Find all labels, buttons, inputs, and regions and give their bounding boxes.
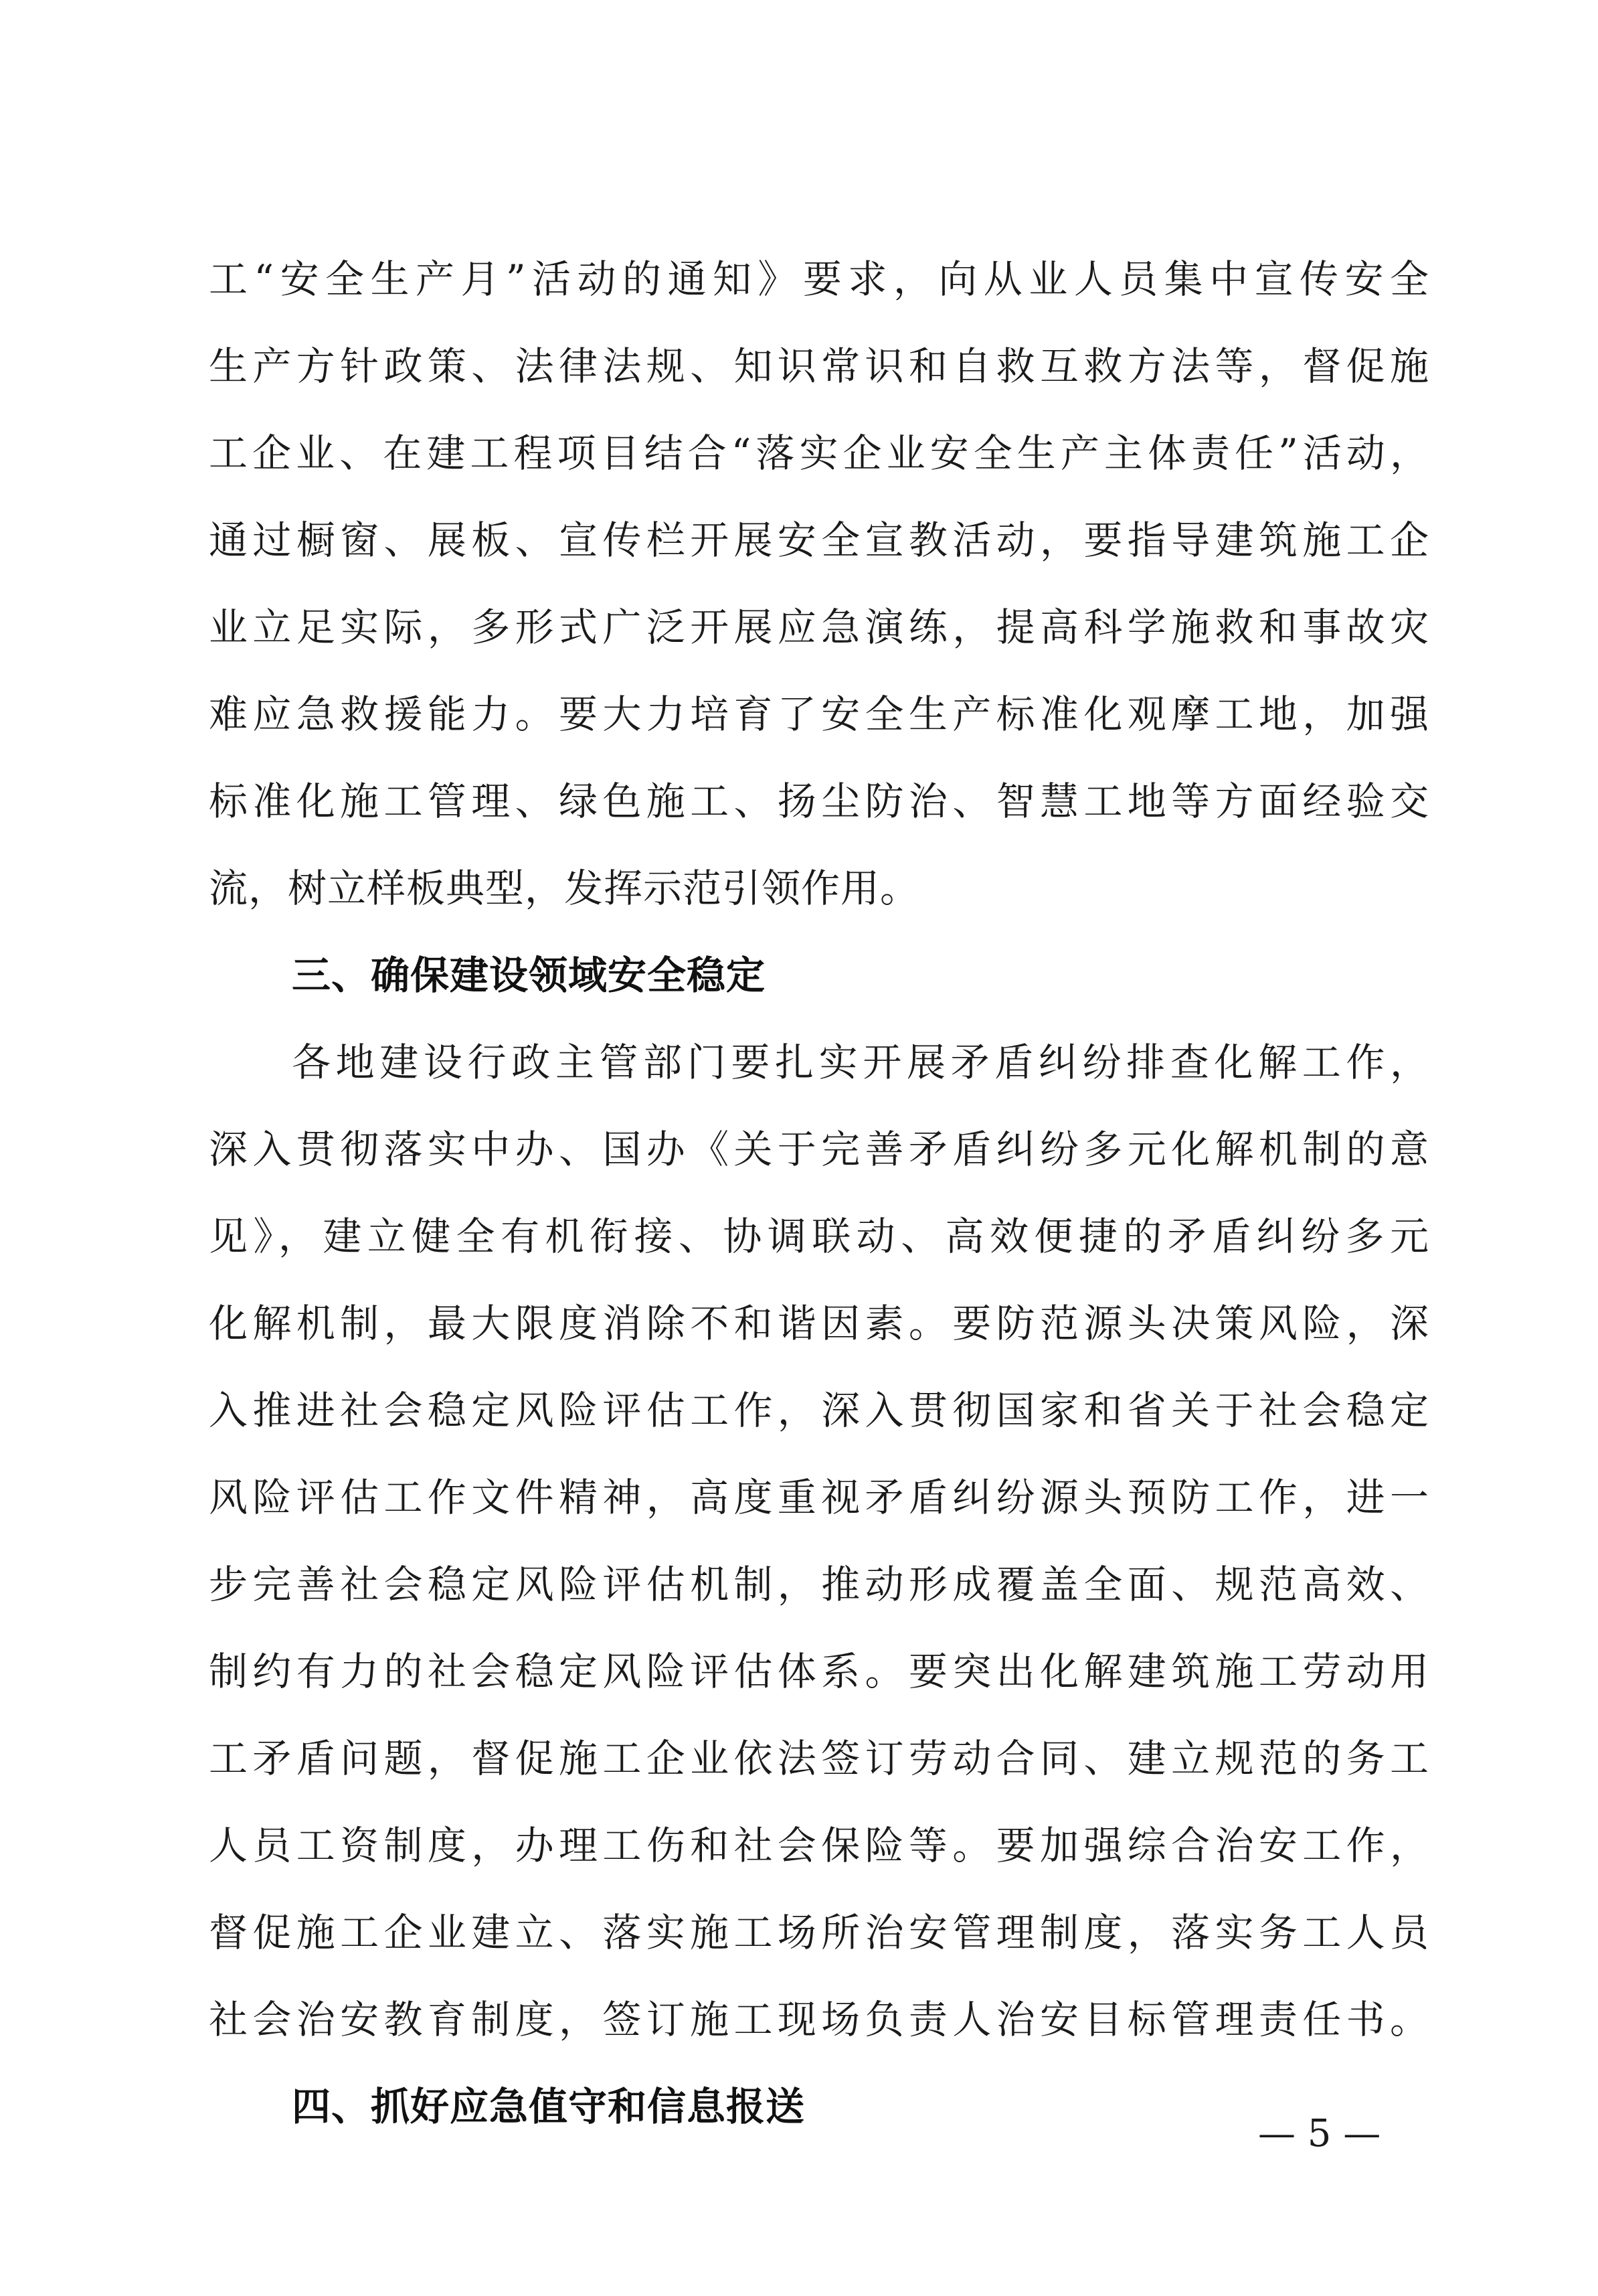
document-body: [209, 236, 1429, 2150]
section-heading-3: 三、确保建设领域安全稳定: [292, 953, 766, 998]
text-line: 业立足实际，多形式广泛开展应急演练，提高科学施救和事故灾: [209, 604, 1429, 650]
section-heading-4: 四、抓好应急值守和信息报送: [292, 2084, 806, 2129]
text-line: 社会治安教育制度，签订施工现场负责人治安目标管理责任书。: [209, 1997, 1429, 2042]
text-line: 督促施工企业建立、落实施工场所治安管理制度，落实务工人员: [209, 1910, 1429, 1955]
text-line: 工企业、在建工程项目结合“落实企业安全生产主体责任”活动，: [209, 430, 1429, 476]
text-line: 制约有力的社会稳定风险评估体系。要突出化解建筑施工劳动用: [209, 1649, 1429, 1694]
text-line: 工“安全生产月”活动的通知》要求，向从业人员集中宣传安全: [209, 256, 1429, 302]
text-line: 通过橱窗、展板、宣传栏开展安全宣教活动，要指导建筑施工企: [209, 517, 1429, 563]
text-line: 人员工资制度，办理工伤和社会保险等。要加强综合治安工作，: [209, 1823, 1429, 1868]
text-line: 流，树立样板典型，发挥示范引领作用。: [209, 866, 920, 911]
text-line: 风险评估工作文件精神，高度重视矛盾纠纷源头预防工作，进一: [209, 1475, 1429, 1520]
text-line: 步完善社会稳定风险评估机制，推动形成覆盖全面、规范高效、: [209, 1562, 1429, 1607]
paragraph-stability: [209, 1019, 1429, 2063]
text-line: 入推进社会稳定风险评估工作，深入贯彻国家和省关于社会稳定: [209, 1388, 1429, 1433]
text-line: 化解机制，最大限度消除不和谐因素。要防范源头决策风险，深: [209, 1301, 1429, 1346]
paragraph-safety-month: [209, 236, 1429, 932]
text-line: 见》，建立健全有机衔接、协调联动、高效便捷的矛盾纠纷多元: [209, 1214, 1429, 1259]
text-line: 工矛盾问题，督促施工企业依法签订劳动合同、建立规范的务工: [209, 1736, 1429, 1781]
text-line: 深入贯彻落实中办、国办《关于完善矛盾纠纷多元化解机制的意: [209, 1127, 1429, 1172]
page-number: — 5 —: [1258, 2112, 1381, 2155]
text-line: 难应急救援能力。要大力培育了安全生产标准化观摩工地，加强: [209, 691, 1429, 737]
text-line: 标准化施工管理、绿色施工、扬尘防治、智慧工地等方面经验交: [209, 778, 1429, 824]
text-line: 各地建设行政主管部门要扎实开展矛盾纠纷排查化解工作，: [292, 1040, 1429, 1085]
text-line: 生产方针政策、法律法规、知识常识和自救互救方法等，督促施: [209, 343, 1429, 389]
